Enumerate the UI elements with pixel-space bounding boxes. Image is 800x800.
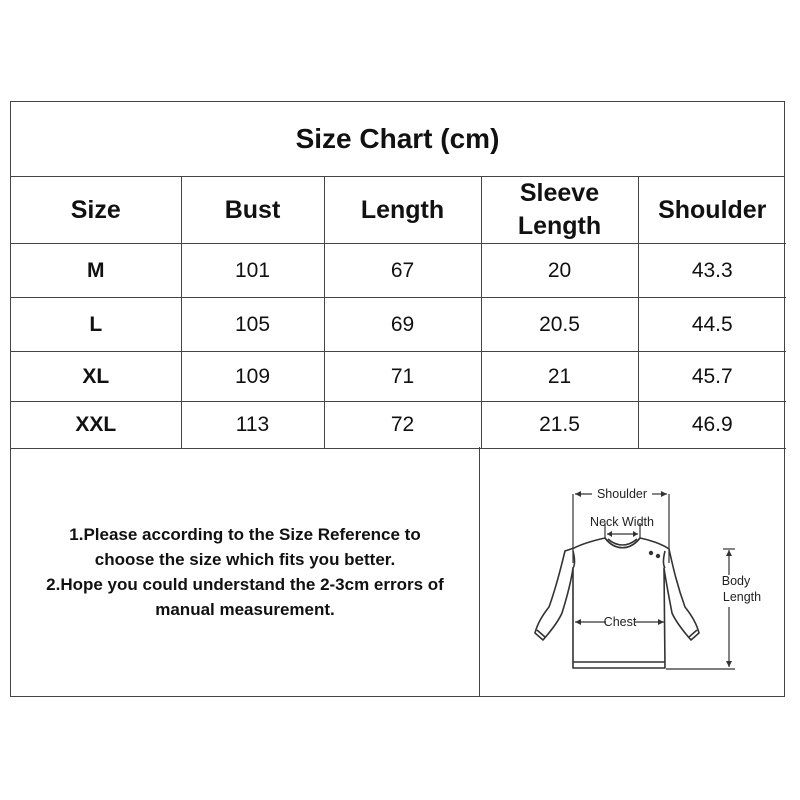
shoulder-button <box>656 554 660 558</box>
sleeve-cell: 20 <box>481 244 638 298</box>
arrowhead <box>726 550 732 556</box>
note-line-1: 1.Please according to the Size Reference to <box>69 524 421 544</box>
table-row <box>11 244 786 298</box>
shoulder-cell: 46.9 <box>638 402 786 449</box>
arrowhead <box>661 491 667 497</box>
header-sleeve-line1: Sleeve <box>519 179 600 207</box>
length-cell: 72 <box>324 402 481 449</box>
sweater-armhole-right <box>664 551 666 568</box>
arrowhead <box>633 531 638 537</box>
bust-cell: 101 <box>181 244 324 298</box>
note-line-4: manual measurement. <box>155 599 335 619</box>
length-cell: 69 <box>324 298 481 352</box>
size-cell: XXL <box>11 402 181 449</box>
arrowhead <box>658 619 664 625</box>
shoulder-button <box>649 551 653 555</box>
sweater-body-outline <box>535 538 699 668</box>
header-bust: Bust <box>181 177 324 244</box>
arrowhead <box>726 661 732 667</box>
shoulder-cell: 44.5 <box>638 298 786 352</box>
table-row <box>11 352 786 402</box>
arrowhead <box>575 491 581 497</box>
shoulder-cell: 45.7 <box>638 352 786 402</box>
sleeve-cell: 21.5 <box>481 402 638 449</box>
body-length-label-1: Body <box>721 574 751 588</box>
sleeve-cell: 21 <box>481 352 638 402</box>
sleeve-cell: 20.5 <box>481 298 638 352</box>
size-cell: XL <box>11 352 181 402</box>
shoulder-label: Shoulder <box>596 487 648 501</box>
size-cell: M <box>11 244 181 298</box>
size-table <box>11 177 786 449</box>
header-shoulder: Shoulder <box>638 177 786 244</box>
bust-cell: 113 <box>181 402 324 449</box>
size-cell: L <box>11 298 181 352</box>
table-row <box>11 298 786 352</box>
header-size: Size <box>11 177 181 244</box>
neck-width-label: Neck Width <box>590 515 654 529</box>
arrowhead <box>607 531 612 537</box>
bust-cell: 105 <box>181 298 324 352</box>
note-line-2: choose the size which fits you better. <box>94 549 396 569</box>
chart-title: Size Chart (cm) <box>11 102 784 177</box>
header-sleeve-length <box>481 177 638 244</box>
chest-label: Chest <box>603 615 637 629</box>
arrowhead <box>575 619 581 625</box>
header-length: Length <box>324 177 481 244</box>
measurement-diagram <box>480 447 784 696</box>
table-row <box>11 402 786 449</box>
bust-cell: 109 <box>181 352 324 402</box>
header-sleeve-line2: Length <box>517 212 602 240</box>
length-cell: 71 <box>324 352 481 402</box>
sweater-neckline <box>605 538 640 548</box>
length-cell: 67 <box>324 244 481 298</box>
size-chart <box>10 101 785 697</box>
size-notes <box>11 447 480 696</box>
header-row <box>11 177 786 244</box>
shoulder-cell: 43.3 <box>638 244 786 298</box>
body-length-label-2: Length <box>722 590 762 604</box>
note-line-3: 2.Hope you could understand the 2-3cm errors of <box>46 574 444 594</box>
